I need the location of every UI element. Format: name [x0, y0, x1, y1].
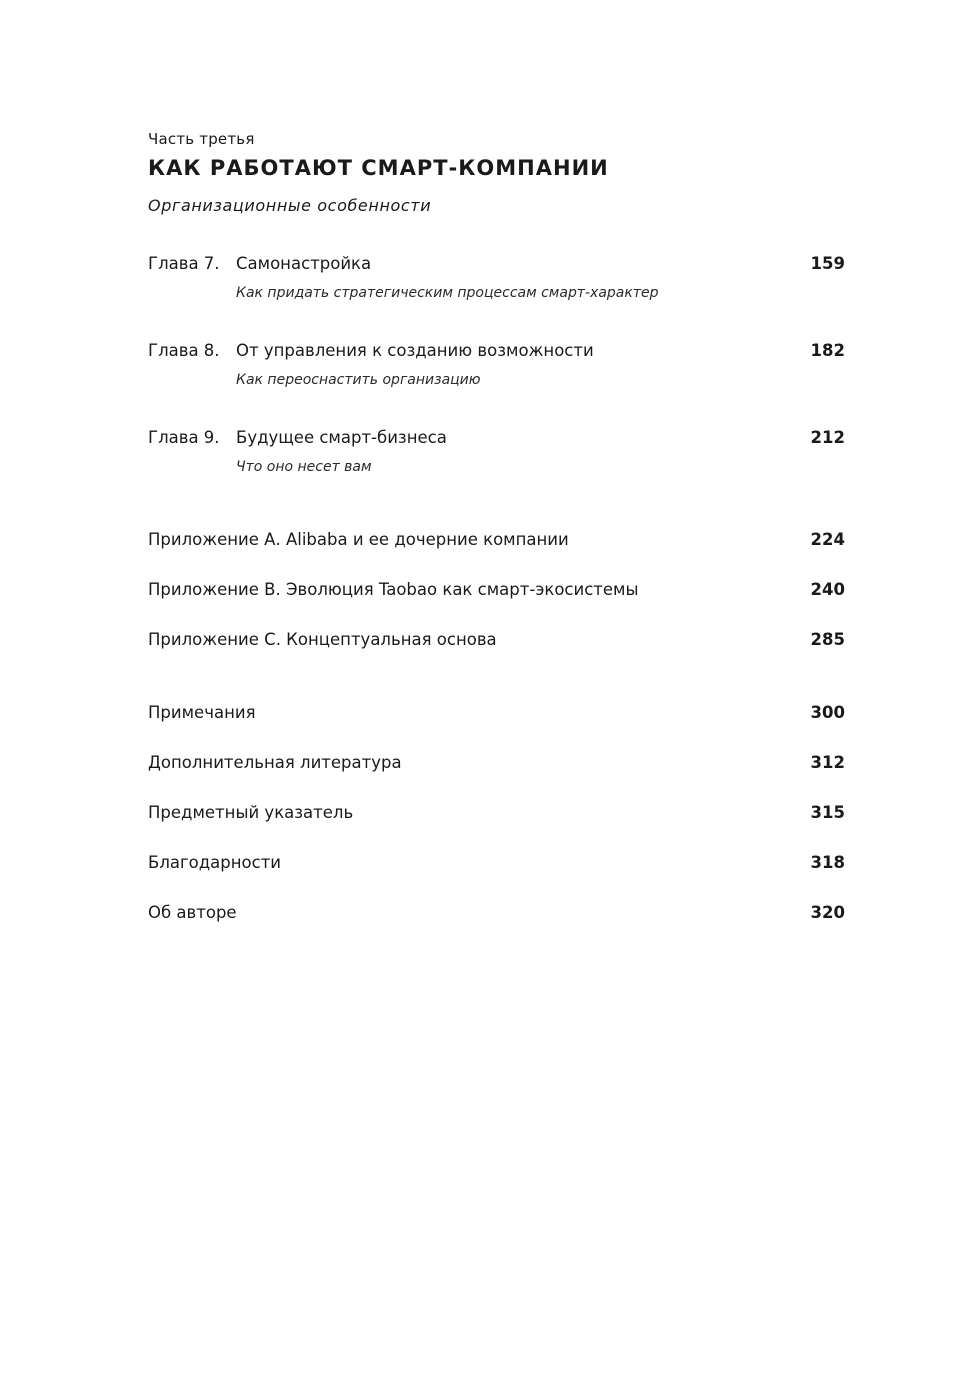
toc-appendix-b[interactable] [148, 580, 845, 604]
page-number: 300 [810, 703, 845, 722]
page-number: 224 [810, 530, 845, 549]
chapter-title: Самонастройка [236, 254, 372, 273]
toc-appendix-a[interactable] [148, 530, 845, 554]
toc-notes[interactable] [148, 703, 845, 727]
page-number: 318 [810, 853, 845, 872]
chapter-subtitle: Как придать стратегическим процессам смарт-характер [236, 285, 659, 301]
toc-further-reading[interactable] [148, 753, 845, 777]
entry-title: Приложение С. Концептуальная основа [148, 630, 497, 649]
toc-index[interactable] [148, 803, 845, 827]
entry-title: Об авторе [148, 903, 237, 922]
entry-title: Благодарности [148, 853, 282, 872]
page-number: 320 [810, 903, 845, 922]
page-number: 240 [810, 580, 845, 599]
chapter-subtitle: Что оно несет вам [236, 459, 372, 475]
page-number: 159 [810, 254, 845, 273]
chapter-subtitle: Как переоснастить организацию [236, 372, 481, 388]
toc-chapter-9[interactable] [148, 428, 845, 488]
toc-chapter-7[interactable] [148, 254, 845, 314]
entry-title: Приложение А. Alibaba и ее дочерние компании [148, 530, 569, 549]
page-number: 312 [810, 753, 845, 772]
toc-about-author[interactable] [148, 903, 845, 927]
chapter-number: Глава 8. [148, 341, 220, 360]
entry-title: Дополнительная литература [148, 753, 402, 772]
entry-title: Примечания [148, 703, 256, 722]
toc-acknowledgements[interactable] [148, 853, 845, 877]
page-number: 285 [810, 630, 845, 649]
chapter-title: Будущее смарт-бизнеса [236, 428, 447, 447]
chapter-number: Глава 7. [148, 254, 220, 273]
page-number: 212 [810, 428, 845, 447]
toc-chapter-8[interactable] [148, 341, 845, 401]
page-number: 182 [810, 341, 845, 360]
entry-title: Предметный указатель [148, 803, 354, 822]
part-label: Часть третья [148, 130, 255, 148]
toc-appendix-c[interactable] [148, 630, 845, 654]
part-subtitle: Организационные особенности [148, 196, 432, 215]
chapter-number: Глава 9. [148, 428, 220, 447]
part-title: КАК РАБОТАЮТ СМАРТ-КОМПАНИИ [148, 156, 609, 180]
entry-title: Приложение В. Эволюция Taobao как смарт-экосистемы [148, 580, 639, 599]
chapter-title: От управления к созданию возможности [236, 341, 594, 360]
page-number: 315 [810, 803, 845, 822]
